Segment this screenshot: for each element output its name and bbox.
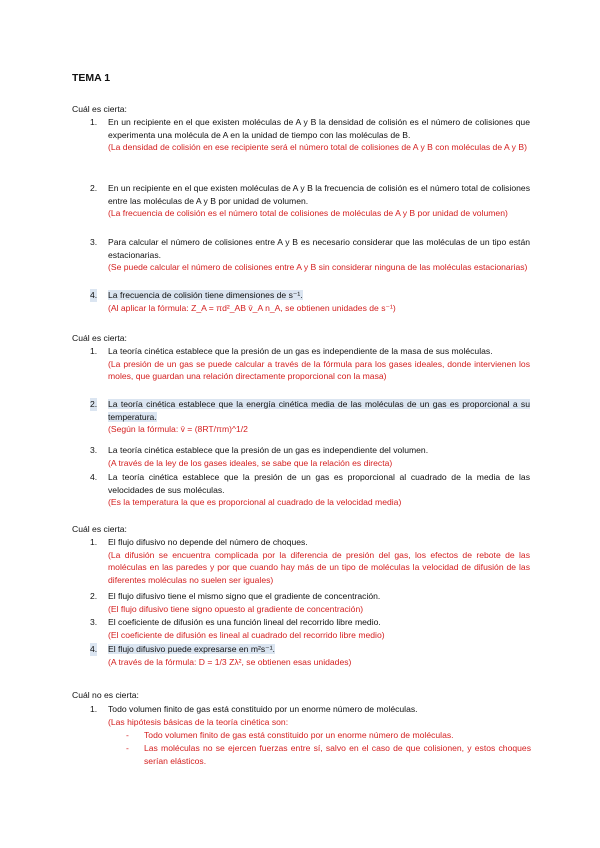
- item-text: Para calcular el número de colisiones entre A y B es necesario considerar que las moléculas de un tipo están estacionarias.: [108, 237, 530, 260]
- question-prompt: Cuál es cierta:: [72, 524, 127, 534]
- question-prompt: Cuál es cierta:: [72, 333, 127, 343]
- bullet-item: [126, 742, 531, 767]
- item-answer: (Se puede calcular el número de colisiones entre A y B sin considerar ninguna de las moléculas estacionarias): [108, 262, 528, 273]
- item-answer: (Las hipótesis básicas de la teoría cinética son:: [108, 716, 289, 727]
- item-text: El flujo difusivo puede expresarse en m²s⁻¹.: [108, 644, 275, 654]
- list-item: [90, 398, 530, 436]
- item-answer: (A través de la fórmula: D = 1/3 Zλ², se obtienen esas unidades): [108, 656, 352, 667]
- item-number: 2.: [90, 399, 98, 409]
- list-item: [90, 643, 530, 668]
- item-number: 3.: [90, 617, 98, 627]
- item-text: En un recipiente en el que existen moléculas de A y B la densidad de colisión es el número de colisiones que experimenta una molécula de A en la unidad de tiempo con las moléculas de B.: [108, 117, 530, 140]
- list-item: [90, 345, 530, 383]
- item-text: La teoría cinética establece que la presión de un gas es proporcional al cuadrado de la media de las velocidades de sus moléculas.: [108, 472, 530, 495]
- question-prompt: Cuál no es cierta:: [72, 690, 139, 700]
- item-answer: (El flujo difusivo tiene signo opuesto al gradiente de concentración): [108, 603, 364, 614]
- bullet-text: Todo volumen finito de gas está constituido por un enorme número de moléculas.: [144, 730, 454, 740]
- item-number: 2.: [90, 183, 98, 193]
- item-number: 4.: [90, 290, 98, 300]
- item-number: 1.: [90, 704, 98, 714]
- item-text: La teoría cinética establece que la presión de un gas es independiente del volumen.: [108, 445, 429, 455]
- item-number: 4.: [90, 644, 98, 654]
- bullet-dash: -: [126, 743, 129, 753]
- bullet-dash: -: [126, 730, 129, 740]
- list-item: [90, 590, 530, 615]
- item-answer: (La densidad de colisión en ese recipiente será el número total de colisiones de A y B con moléculas de A y B): [108, 142, 527, 153]
- item-answer: (La frecuencia de colisión es el número total de colisiones de moléculas de A y B por unidad de volumen): [108, 208, 508, 219]
- bullet-text: Las moléculas no se ejercen fuerzas entre sí, salvo en el caso de que colisionen, y estos choques serían elásticos.: [144, 743, 531, 766]
- bullet-item: [126, 729, 531, 742]
- item-number: 1.: [90, 117, 98, 127]
- item-number: 2.: [90, 591, 98, 601]
- item-answer: (Al aplicar la fórmula: Z_A = πd²_AB v̄_A n_A, se obtienen unidades de s⁻¹): [108, 302, 396, 313]
- page-title: TEMA 1: [72, 72, 111, 84]
- item-answer: (A través de la ley de los gases ideales, se sabe que la relación es directa): [108, 457, 393, 468]
- item-number: 3.: [90, 237, 98, 247]
- item-number: 3.: [90, 445, 98, 455]
- list-item: [90, 536, 530, 586]
- item-answer: (Es la temperatura la que es proporcional al cuadrado de la velocidad media): [108, 497, 402, 508]
- item-answer: (La presión de un gas se puede calcular a través de la fórmula para los gases ideales, donde intervienen los moles, que guardan una relación directamente proporcional con la masa): [108, 358, 530, 382]
- item-text: El flujo difusivo no depende del número de choques.: [108, 537, 308, 547]
- item-number: 1.: [90, 537, 98, 547]
- item-number: 4.: [90, 472, 98, 482]
- list-item: [90, 471, 530, 509]
- item-text: El flujo difusivo tiene el mismo signo que el gradiente de concentración.: [108, 591, 381, 601]
- list-item: [90, 116, 530, 154]
- item-text: Todo volumen finito de gas está constituido por un enorme número de moléculas.: [108, 704, 418, 714]
- list-item: [90, 182, 530, 220]
- list-item: [90, 236, 530, 274]
- list-item: [90, 616, 530, 641]
- item-answer: (El coeficiente de difusión es lineal al cuadrado del recorrido libre medio): [108, 629, 385, 640]
- item-text: En un recipiente en el que existen moléculas de A y B la frecuencia de colisión es el número total de colisiones entre las moléculas de A y B por unidad de volumen.: [108, 183, 530, 206]
- list-item: [90, 289, 530, 314]
- item-answer: (La difusión se encuentra complicada por la diferencia de presión del gas, los efectos de rebote de las moléculas en las paredes y por que cuando hay más de un tipo de moléculas la velocidad de difusión de las diferentes moléculas no suelen ser iguales): [108, 549, 530, 585]
- question-prompt: Cuál es cierta:: [72, 104, 127, 114]
- item-text: La teoría cinética establece que la presión de un gas es independiente de la masa de sus moléculas.: [108, 346, 493, 356]
- item-text: La teoría cinética establece que la energía cinética media de las moléculas de un gas es proporcional a su temperatura.: [108, 399, 530, 422]
- item-answer: (Según la fórmula: v̄ = (8RT/πm)^1/2: [108, 424, 248, 435]
- item-text: El coeficiente de difusión es una función lineal del recorrido libre medio.: [108, 617, 381, 627]
- item-number: 1.: [90, 346, 98, 356]
- list-item: [90, 703, 530, 728]
- item-text: La frecuencia de colisión tiene dimensiones de s⁻¹.: [108, 290, 303, 300]
- list-item: [90, 444, 530, 469]
